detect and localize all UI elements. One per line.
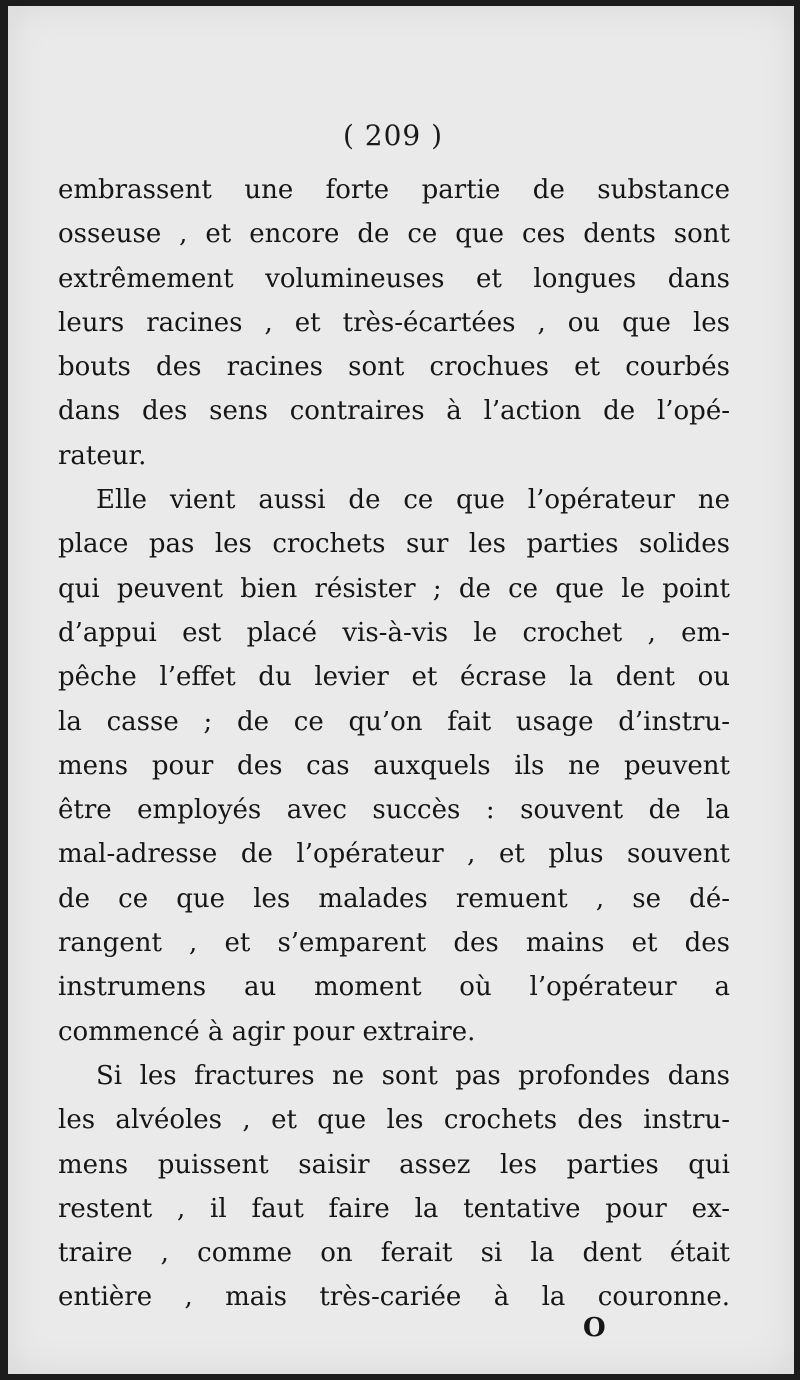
text-line: extrêmement volumineuses et longues dans: [58, 263, 730, 294]
text-line: la casse ; de ce qu’on fait usage d’instru-: [58, 706, 730, 737]
text-line: pêche l’effet du levier et écrase la dent ou: [58, 662, 730, 693]
text-line: les alvéoles , et que les crochets des instru-: [58, 1105, 730, 1136]
text-line: traire , comme on ferait si la dent était: [58, 1238, 730, 1269]
text-line: commencé à agir pour extraire.: [58, 1016, 476, 1047]
text-line: de ce que les malades remuent , se dé-: [58, 883, 730, 914]
text-line: leurs racines , et très-écartées , ou que les: [58, 307, 730, 338]
text-line: rateur.: [58, 440, 147, 471]
text-line: entière , mais très-cariée à la couronne.: [58, 1282, 730, 1313]
text-line: bouts des racines sont crochues et courbés: [58, 352, 730, 383]
text-line: instrumens au moment où l’opérateur a: [58, 972, 730, 1003]
text-line: rangent , et s’emparent des mains et des: [58, 928, 730, 959]
text-line: dans des sens contraires à l’action de l’opé-: [58, 396, 730, 427]
text-line: mens pour des cas auxquels ils ne peuvent: [58, 750, 730, 781]
text-line: Si les fractures ne sont pas profondes dans: [96, 1060, 730, 1091]
text-line: mens puissent saisir assez les parties qui: [58, 1149, 730, 1180]
text-line: d’appui est placé vis-à-vis le crochet , em-: [58, 617, 730, 648]
text-line: être employés avec succès : souvent de la: [58, 795, 730, 826]
signature-mark: O: [583, 1313, 606, 1343]
text-line: qui peuvent bien résister ; de ce que le point: [58, 573, 730, 604]
text-line: embrassent une forte partie de substance: [58, 175, 730, 205]
text-line: restent , il faut faire la tentative pour ex-: [58, 1193, 730, 1224]
text-line: place pas les crochets sur les parties solides: [58, 529, 730, 560]
text-line: mal-adresse de l’opérateur , et plus souvent: [58, 839, 730, 870]
text-line: osseuse , et encore de ce que ces dents sont: [58, 219, 730, 250]
text-line: Elle vient aussi de ce que l’opérateur ne: [96, 485, 730, 516]
body-text: [58, 168, 730, 1320]
page-number-header: ( 209 ): [342, 119, 444, 152]
book-page: [8, 6, 794, 1374]
